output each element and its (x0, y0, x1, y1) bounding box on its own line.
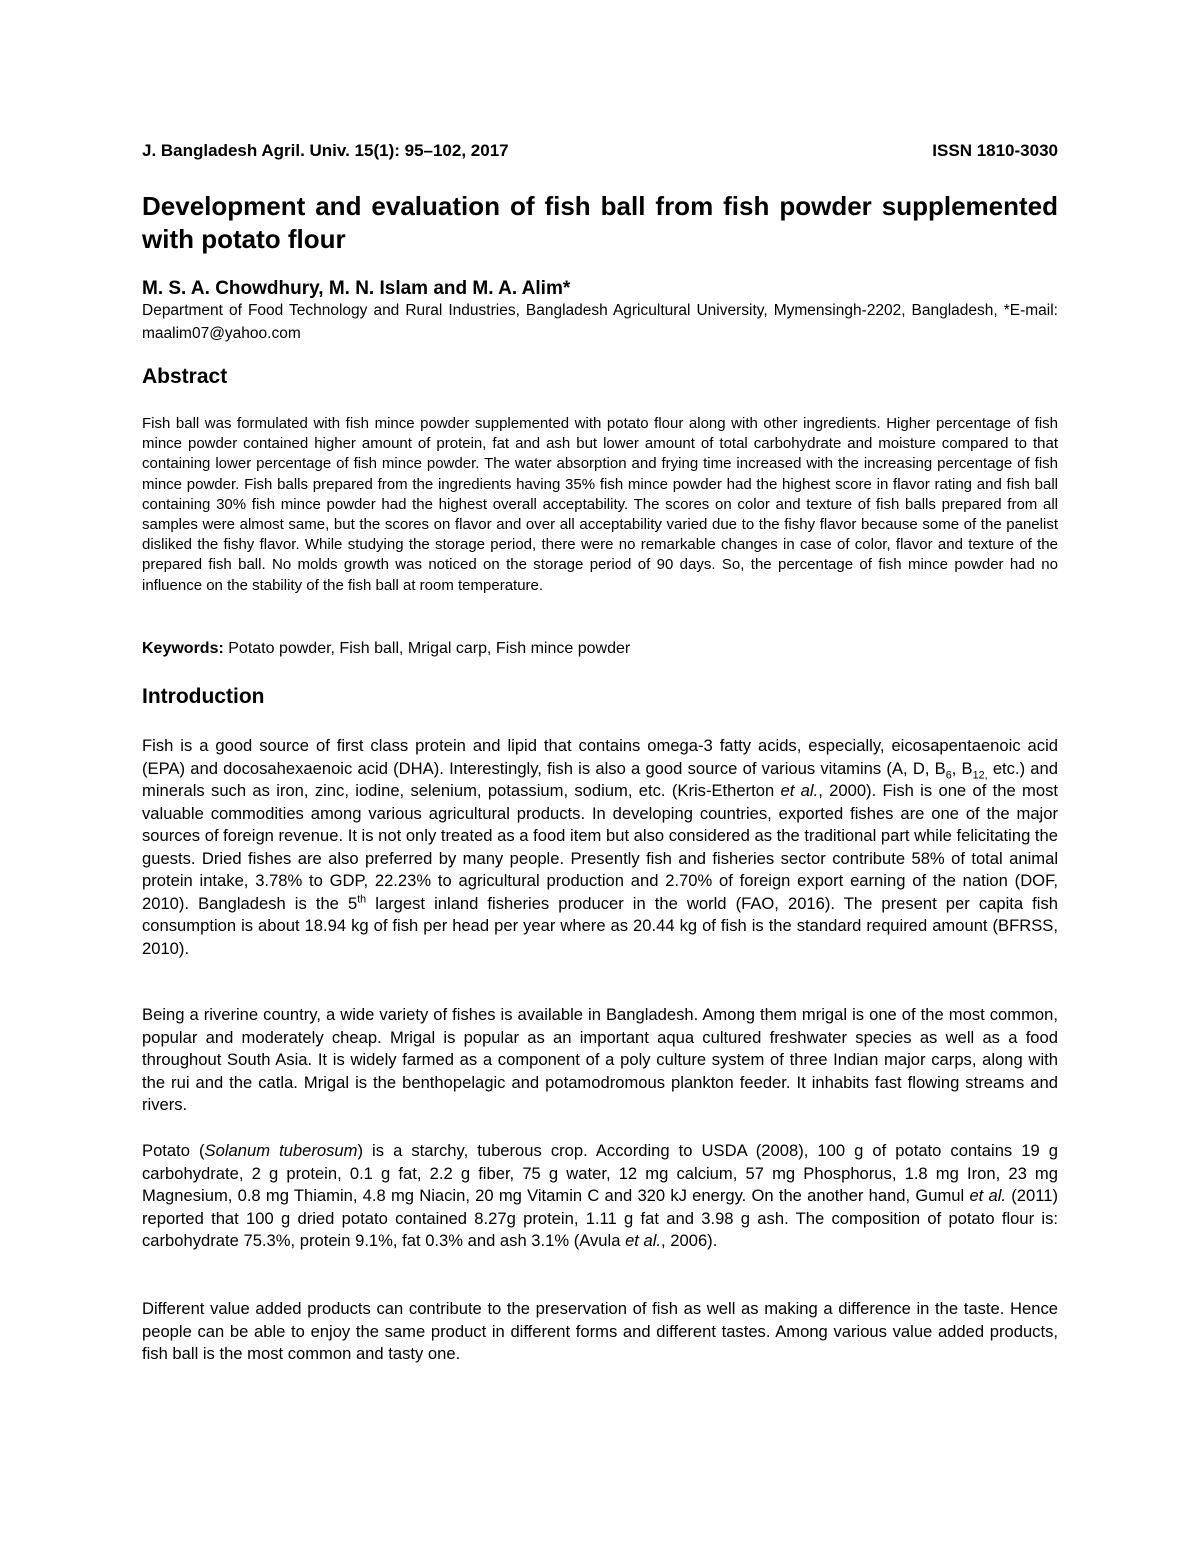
intro-paragraph-3 (142, 1140, 1058, 1253)
subscript: 6 (945, 768, 952, 781)
text-run: Fish is a good source of first class protein and lipid that contains omega-3 fatty acids, especially, eicosapentaenoic acid (EPA) and docosahexaenoic acid (DHA). Interestingly, fish is also a good source of various vitamins (A, D, B (142, 736, 1058, 778)
authors: M. S. A. Chowdhury, M. N. Islam and M. A. Alim* (142, 278, 571, 299)
superscript: th (357, 892, 367, 905)
introduction-heading: Introduction (142, 685, 265, 708)
text-run: etc.) and minerals such as iron, zinc, iodine, selenium, potassium, sodium, etc. (Kris-Etherton (142, 758, 1058, 800)
intro-paragraph-4: Different value added products can contribute to the preservation of fish as well as making a difference in the taste. Hence people can be able to enjoy the same product in different forms and different tastes. Among various value added products, fish ball is the most common and tasty one. (142, 1299, 1058, 1363)
keywords-list: Potato powder, Fish ball, Mrigal carp, Fish mince powder (223, 640, 631, 657)
text-run: , B (951, 758, 973, 778)
issn: ISSN 1810-3030 (932, 141, 1058, 160)
affiliation: Department of Food Technology and Rural Industries, Bangladesh Agricultural University, Mymensingh-2202, Bangladesh, *E-mail: maalim07@yahoo.com (142, 302, 1058, 342)
text-run: Potato ( (142, 1141, 205, 1160)
text-run: ) is a starchy, tuberous crop. According to USDA (2008), 100 g of potato contains 19 g carbohydrate, 2 g protein, 0.1 g fat, 2.2 g fiber, 75 g water, 12 mg calcium, 57 mg Phosphorus, 1.8 mg Iron, 23 mg Magnesium, 0.8 mg Thiamin, 4.8 mg Niacin, 20 mg Vitamin C and 320 kJ energy. On the another hand, Gumul (142, 1141, 1058, 1205)
journal-citation: J. Bangladesh Agril. Univ. 15(1): 95–102, 2017 (142, 141, 509, 160)
text-run: (2011) reported that 100 g dried potato contained 8.27g protein, 1.11 g fat and 3.98 g ash. The composition of potato flour is: carbohydrate 75.3%, protein 9.1%, fat 0.3% and ash 3.1% (Avula (142, 1186, 1058, 1250)
text-run: largest inland fisheries producer in the world (FAO, 2016). The present per capita fish consumption is about 18.94 kg of fish per head per year where as 20.44 kg of fish is the standard required amount (BFRSS, 2010). (142, 893, 1058, 958)
abstract-heading: Abstract (142, 365, 228, 388)
keywords (142, 640, 630, 658)
et-al: et al. (625, 1231, 662, 1250)
abstract-text: Fish ball was formulated with fish mince powder supplemented with potato flour along with other ingredients. Higher percentage of fish mince powder contained higher amount of protein, fat and ash but lower amount of total carbohydrate and moisture compared to that containing lower percentage of fish mince powder. The water absorption and frying time increased with the increasing percentage of fish mince powder. Fish balls prepared from the ingredients having 35% fish mince powder had the highest score in flavor rating and fish ball containing 30% fish mince powder had the highest overall acceptability. The scores on color and texture of fish balls prepared from all samples were almost same, but the scores on flavor and over all acceptability varied due to the fishy flavor because some of the panelist disliked the fishy flavor. While studying the storage period, there were no remarkable changes in case of color, flavor and texture of the prepared fish ball. No molds growth was noticed on the storage period of 90 days. So, the percentage of fish mince powder had no influence on the stability of the fish ball at room temperature. (142, 415, 1058, 594)
species-name: Solanum tuberosum (204, 1141, 358, 1160)
subscript: 12, (972, 768, 988, 781)
intro-paragraph-2: Being a riverine country, a wide variety of fishes is available in Bangladesh. Among them mrigal is one of the most common, popular and moderately cheap. Mrigal is popular as an important aqua cultured freshwater species as well as a food throughout South Asia. It is widely farmed as a component of a poly culture system of three Indian major carps, along with the rui and the catla. Mrigal is the benthopelagic and potamodromous plankton feeder. It inhabits fast flowing streams and rivers. (142, 1005, 1058, 1114)
text-run: , 2006). (661, 1231, 718, 1250)
et-al: et al. (780, 781, 819, 800)
intro-paragraph-1 (142, 735, 1058, 960)
text-run: , 2000). Fish is one of the most valuable commodities among various agricultural products. In developing countries, exported fishes are one of the major sources of foreign revenue. It is not only treated as a food item but also considered as the traditional part while felicitating the guests. Dried fishes are also preferred by many people. Presently fish and fisheries sector contribute 58% of total animal protein intake, 3.78% to GDP, 22.23% to agricultural production and 2.70% of foreign export earning of the nation (DOF, 2010). Bangladesh is the 5 (142, 781, 1058, 913)
et-al: et al. (969, 1186, 1007, 1205)
keywords-label: Keywords: (142, 640, 224, 657)
journal-header (142, 141, 1058, 161)
paper-title: Development and evaluation of fish ball from fish powder supplemented with potato flour (142, 191, 1058, 254)
